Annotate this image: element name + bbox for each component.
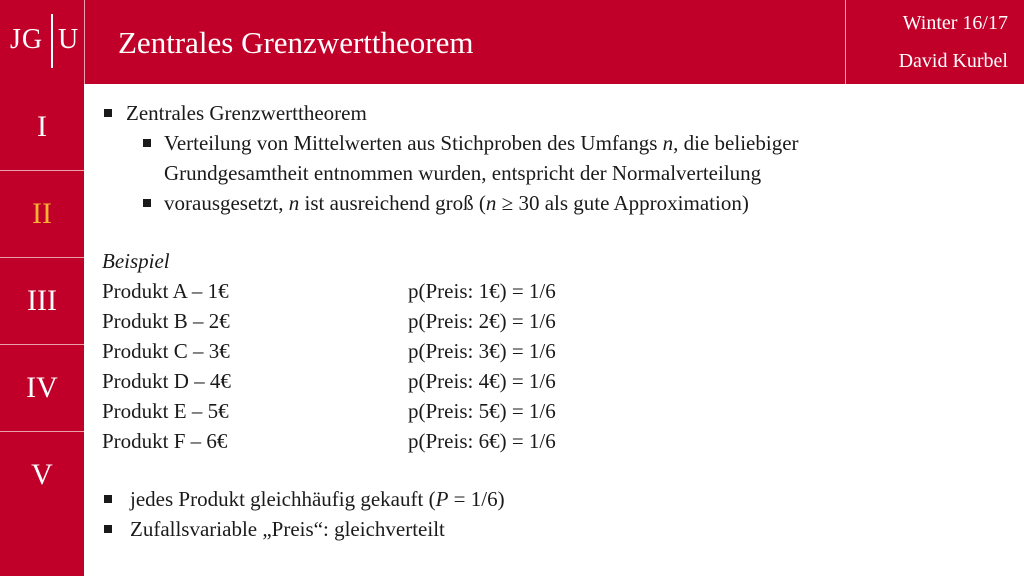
product-name: Produkt C – 3€ [102, 339, 230, 363]
product-name: Produkt E – 5€ [102, 399, 229, 423]
sub1-var-n: n, [662, 131, 679, 155]
bullet-main: Zentrales Grenzwerttheorem [102, 98, 1002, 128]
jgu-logo [0, 0, 85, 84]
product-row [102, 276, 1002, 306]
slide-title: Zentrales Grenzwerttheorem [118, 25, 474, 60]
product-row [102, 366, 1002, 396]
sub2-var-n2: n [485, 191, 497, 215]
chapter-nav-v[interactable]: V [31, 458, 53, 491]
product-prob: p(Preis: 5€) = 1/6 [408, 399, 556, 423]
sub2-text-b: ist ausreichend groß ( [299, 191, 486, 215]
header-bar [0, 0, 1024, 84]
sub1-text-b: die beliebiger [678, 131, 799, 155]
product-row [102, 426, 1002, 456]
note1-text-a: jedes Produkt gleichhäufig gekauft ( [130, 487, 436, 511]
sub2-var-n: n [288, 191, 300, 215]
logo-jg-text: JG [10, 24, 44, 55]
bullet-note-uniform: Zufallsvariable „Preis“: gleichverteilt [102, 514, 1002, 544]
product-prob: p(Preis: 1€) = 1/6 [408, 279, 556, 303]
semester-label: Winter 16/17 [902, 12, 1008, 34]
product-prob: p(Preis: 6€) = 1/6 [408, 429, 556, 453]
sub1-text-c: Grundgesamtheit entnommen wurden, entspricht der Normalverteilung [164, 161, 762, 185]
slide-body [102, 98, 1002, 544]
product-name: Produkt F – 6€ [102, 429, 228, 453]
chapter-nav-ii[interactable]: II [0, 171, 84, 258]
sub1-text-a: Verteilung von Mittelwerten aus Stichproben des Umfangs [164, 131, 663, 155]
product-row [102, 396, 1002, 426]
bullet-sub-condition [102, 188, 1002, 218]
logo-u-text: U [58, 24, 79, 55]
product-prob: p(Preis: 3€) = 1/6 [408, 339, 556, 363]
product-name: Produkt A – 1€ [102, 279, 229, 303]
chapter-sidebar [0, 84, 84, 576]
chapter-nav-iii[interactable]: III [0, 258, 84, 345]
product-row [102, 336, 1002, 366]
product-prob: p(Preis: 2€) = 1/6 [408, 309, 556, 333]
product-name: Produkt D – 4€ [102, 369, 231, 393]
example-label-text: Beispiel [102, 249, 170, 273]
example-label [102, 246, 1002, 276]
bullet-sub-distribution [102, 128, 1002, 188]
sub2-text-c: ≥ 30 als gute Approximation) [496, 191, 749, 215]
product-prob: p(Preis: 4€) = 1/6 [408, 369, 556, 393]
bullet-note-equal [102, 484, 1002, 514]
chapter-nav-iv[interactable]: IV [0, 345, 84, 432]
note1-var-p: P [435, 487, 449, 511]
slide-info [845, 0, 1024, 84]
note1-text-b: = 1/6) [448, 487, 505, 511]
logo-divider [51, 14, 53, 68]
product-name: Produkt B – 2€ [102, 309, 230, 333]
author-label: David Kurbel [898, 50, 1008, 72]
chapter-nav-i[interactable]: I [0, 84, 84, 171]
product-row [102, 306, 1002, 336]
sub2-text-a: vorausgesetzt, [164, 191, 289, 215]
